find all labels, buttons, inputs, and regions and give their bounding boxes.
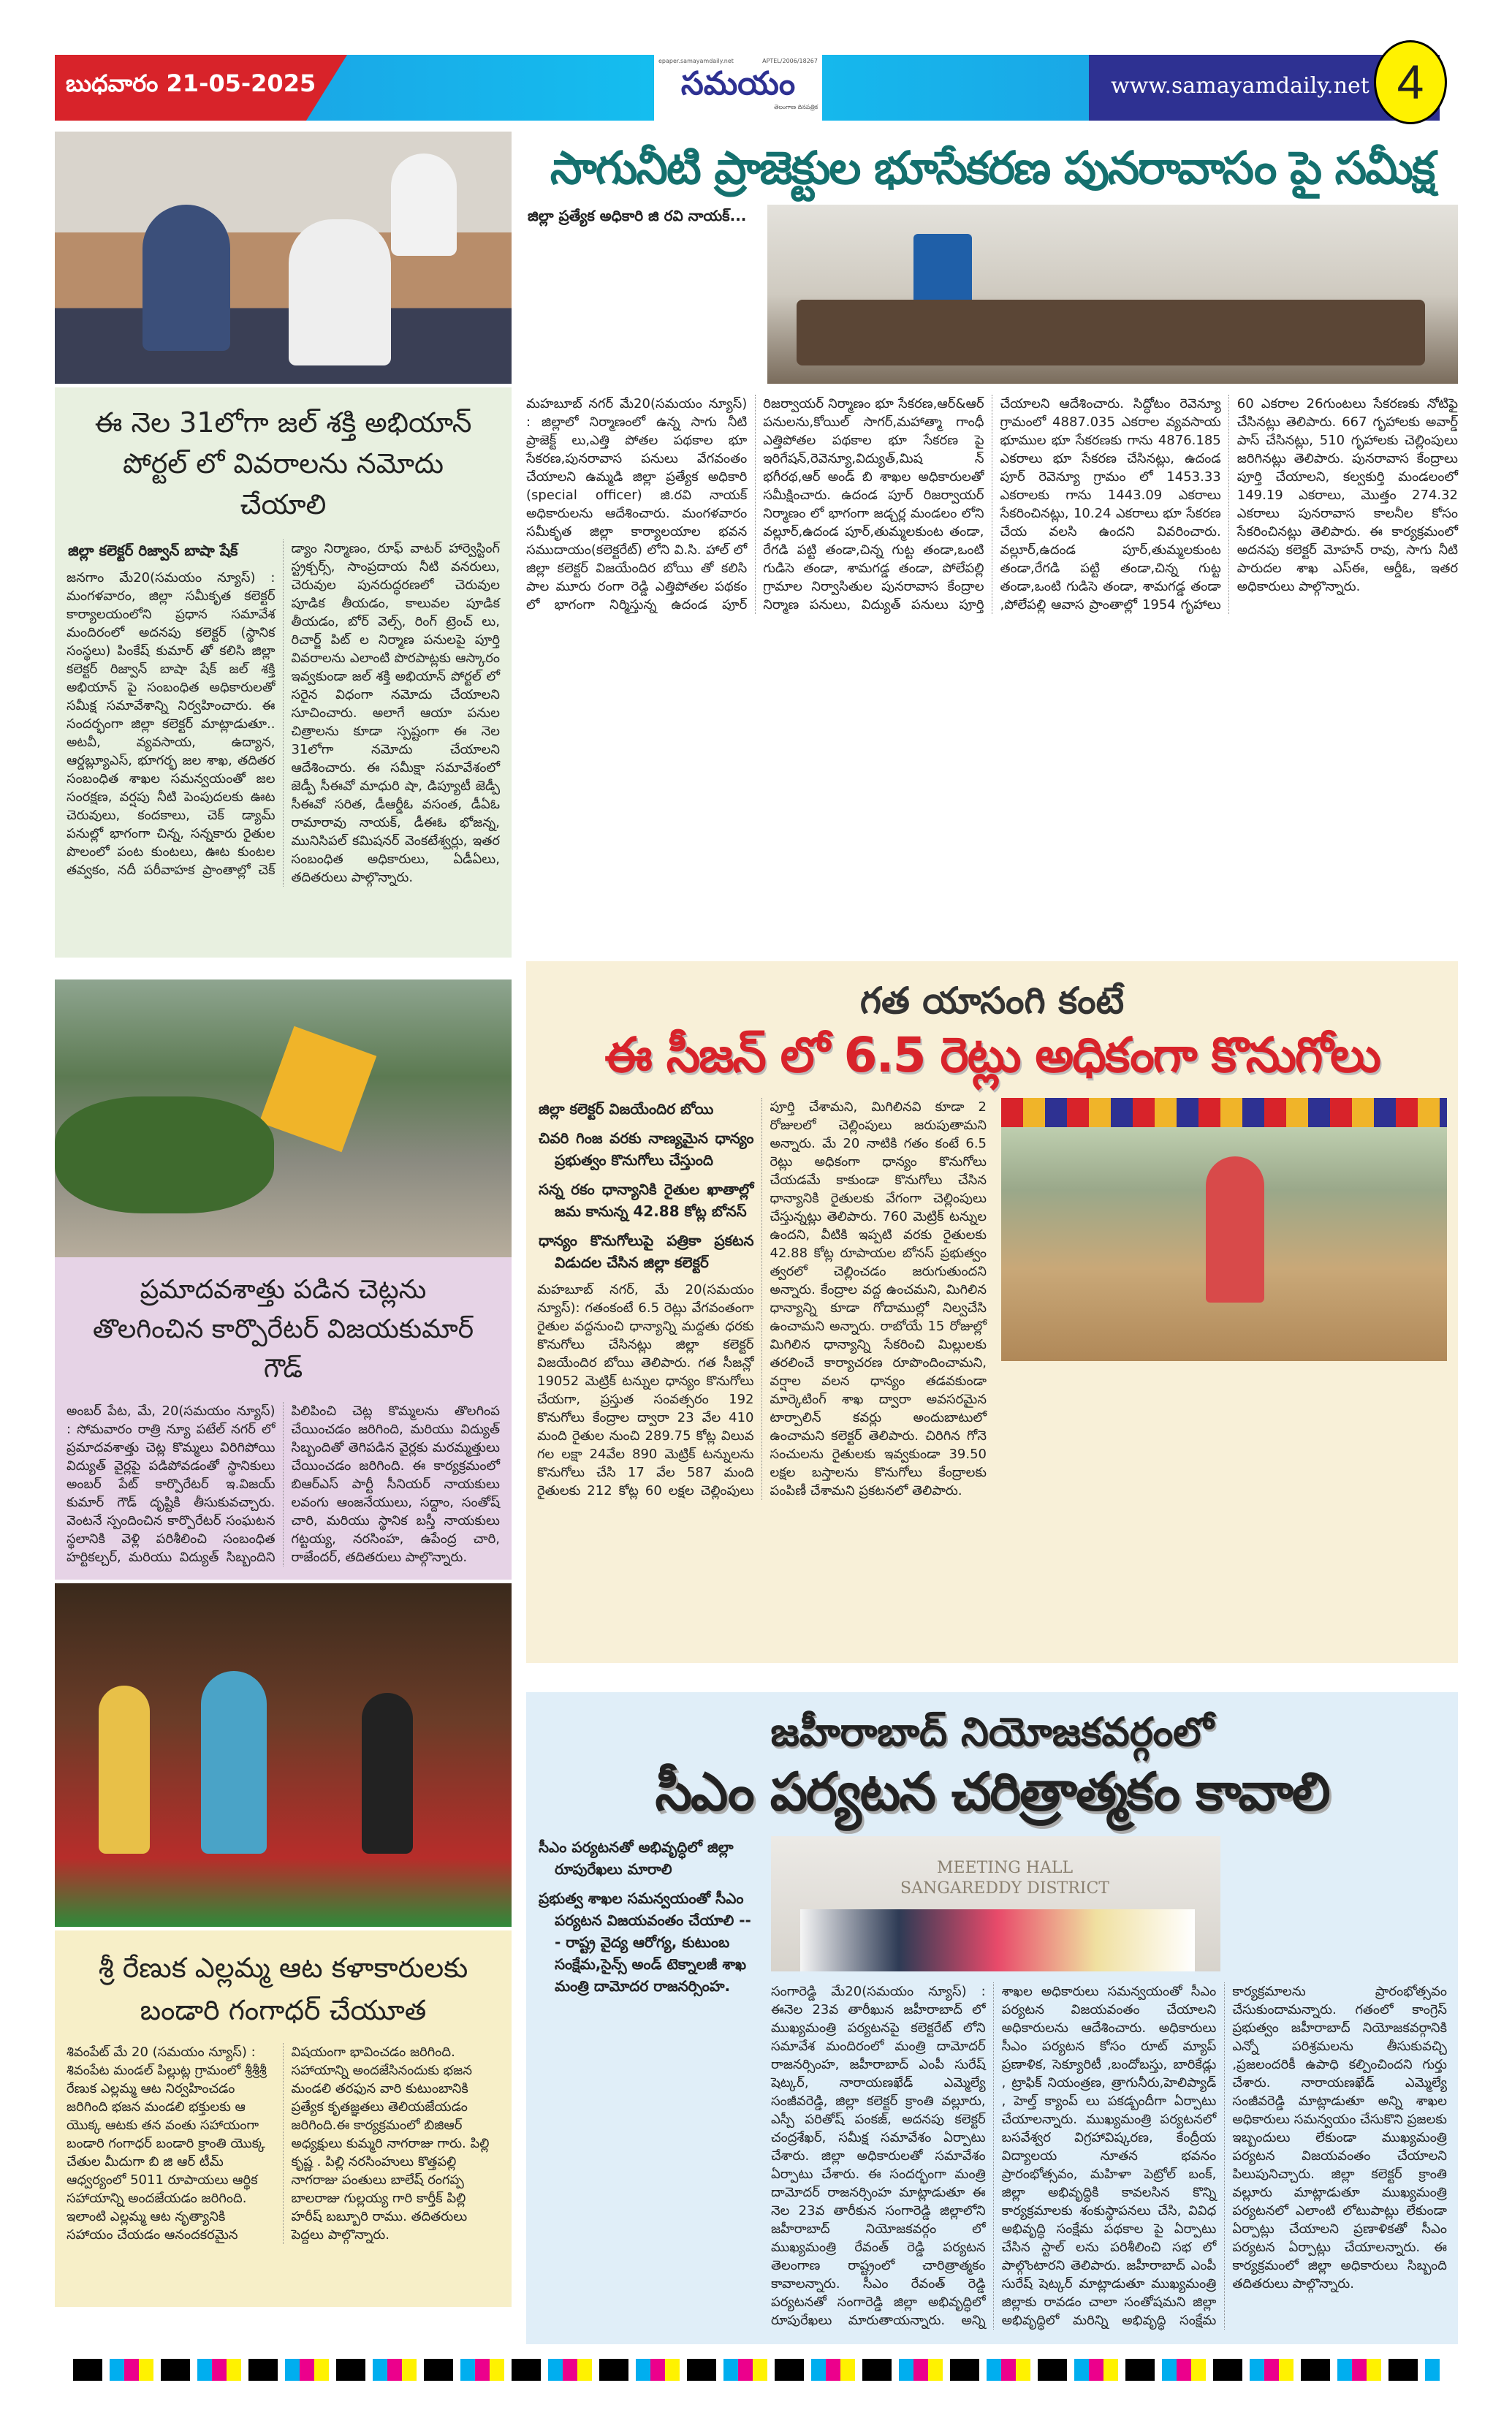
article-paddy-procurement: [526, 961, 1458, 1663]
photo-collector-meeting: [55, 132, 512, 384]
website-link[interactable]: www.samayamdaily.net: [1111, 73, 1369, 99]
article-jal-shakti: [55, 387, 512, 958]
article-body: సంగారెడ్డి మే20(సమయం న్యూస్) : ఈనెల 23వ తారీఖున జహీరాబాద్ లో ముఖ్యమంత్రి పర్యటనపై కలెక్టరేట్ లోని సమావేశ మందిరంలో మంత్రి దామోదర్ రాజనర్సింహ, జహీరాబాద్ ఎంపీ సురేష్ షెట్కర్, నారాయణఖేడ్ ఎమ్మెల్యే సంజీవరెడ్డి, జిల్లా కలెక్టర్ క్రాంతి వల్లూరు, ఎస్పీ పరితోష్ పంకజ్, అదనపు కలెక్టర్ చంద్రశేఖర్, సమీక్ష సమావేశం ఏర్పాటు చేశారు. జిల్లా అధికారులతో సమావేశం ఏర్పాటు చేశారు. ఈ సందర్భంగా మంత్రి దామోదర్ రాజనర్సింహ మాట్లాడుతూ ఈ నెల 23వ తారీకున సంగారెడ్డి జిల్లాలోని జహీరాబాద్ నియోజకవర్గం లో ముఖ్యమంత్రి రేవంత్ రెడ్డి పర్యటన తెలంగాణ రాష్ట్రంలో చారిత్రాత్మకం కావాలన్నారు. సీఎం రేవంత్ రెడ్డి పర్యటనతో సంగారెడ్డి జిల్లా అభివృద్ధిలో రూపురేఖలు మారుతాయన్నారు. అన్ని శాఖల అధికారులు సమన్వయంతో సీఎం పర్యటన విజయవంతం చేయాలని అధికారులను ఆదేశించారు. అధికారులు సీఎం పర్యటన కోసం రూట్ మ్యాప్ ప్రణాళిక, సెక్యూరిటీ ,బందోబస్తు, బారికేడ్లు , ట్రాఫిక్ నియంత్రణ, త్రాగునీరు,హెలిప్యాడ్ , హెల్త్ క్యాంప్ లు పకడ్బందీగా ఏర్పాటు చేయాలన్నారు. ముఖ్యమంత్రి పర్యటనలో బసవేశ్వర విగ్రహావిష్కరణ, కేంద్రీయ విద్యాలయ నూతన భవనం ప్రారంభోత్సవం, మహిళా పెట్రోల్ బంక్, జిల్లా అభివృద్ధికి కావలసిన కొన్ని కార్యక్రమాలకు శంకుస్థాపనలు చేసి, వివిధ అభివృద్ధి సంక్షేమ పథకాల పై ఏర్పాటు చేసిన స్టాల్ లను పరిశీలించి సభ లో పాల్గొంటారని తెలిపారు. జహీరాబాద్ ఎంపీ సురేష్ షెట్కర్ మాట్లాడుతూ ముఖ్యమంత్రి జిల్లాకు రావడం చాలా సంతోషమని జిల్లా అభివృద్ధిలో మరిన్ని అభివృద్ధి సంక్షేమ కార్యక్రమాలను ప్రారంభోత్సవం చేసుకుందామన్నారు. గతంలో కాంగ్రెస్ ప్రభుత్వం జహీరాబాద్ నియోజకవర్గానికి ఎన్నో పరిశ్రమలను తీసుకువచ్చి ,ప్రజలందరికీ ఉపాధి కల్పించిందని గుర్తు చేశారు. నారాయణఖేడ్ ఎమ్మెల్యే సంజీవరెడ్డి మాట్లాడుతూ అన్ని శాఖల అధికారులు సమన్వయం చేసుకొని ప్రజలకు ఇబ్బందులు లేకుండా ముఖ్యమంత్రి పర్యటన విజయవంతం చేయాలని పిలుపునిచ్చారు. జిల్లా కలెక్టర్ క్రాంతి వల్లూరు మాట్లాడుతూ ముఖ్యమంత్రి పర్యటనలో ఎలాంటి లోటుపాట్లు లేకుండా ఏర్పాట్లు చేయాలని ప్రణాళికతో సీఎం పర్యటన ఏర్పాట్లు చేయాలన్నారు. ఈ కార్యక్రమంలో జిల్లా అధికారులు సిబ్బంది తదితరులు పాల్గొన్నారు.: [771, 1984, 1447, 2328]
bullet: జిల్లా ప్రత్యేక అధికారి జి రవి నాయక్...: [528, 207, 747, 224]
kicker: గత యాసంగి కంటే: [859, 979, 1125, 1022]
photo-paddy-centre: [1001, 1098, 1447, 1361]
kicker: జహీరాబాద్ నియోజకవర్గంలో: [770, 1709, 1214, 1755]
headline-irrigation: సాగునీటి ప్రాజెక్టుల భూసేకరణ పునరావాసం పై సమీక్ష: [550, 141, 1435, 194]
photo-review-meeting: [767, 205, 1458, 384]
photo-fallen-trees: [55, 979, 512, 1257]
article-fallen-trees: [55, 1257, 512, 1580]
logo-epaper: epaper.samayamdaily.net: [658, 58, 734, 64]
bullet: జిల్లా కలెక్టర్ రిజ్వాన్ బాషా షేక్: [68, 542, 238, 559]
article-body: మహబూబ్ నగర్, మే 20(సమయం న్యూస్): గతంకంటే 6.5 రెట్లు వేగవంతంగా రైతుల వద్దనుంచి ధాన్యాన్ని మద్దతు ధరకు కొనుగోలు చేసినట్లు జిల్లా కలెక్టర్ విజయేందిర బోయి తెలిపారు. గత సీజన్లో 19052 మెట్రిక్ టన్నుల ధాన్యం కొనుగోలు చేయగా, ప్రస్తుత సంవత్సరం 192 కొనుగోలు కేంద్రాల ద్వారా 23 వేల 410 మంది రైతుల నుంచి 289.75 కోట్ల విలువ గల లక్షా 24వేల 890 మెట్రిక్ టన్నులను కొనుగోలు చేసి 17 వేల 587 మంది రైతులకు 212 కోట్ల 60 లక్షల చెల్లింపులు పూర్తి చేశామని, మిగిలినవి కూడా 2 రోజులలో చెల్లింపులు జరుపుతామని అన్నారు. మే 20 నాటికి గతం కంటే 6.5 రెట్లు అధికంగా ధాన్యం కొనుగోలు చేయడమే కాకుండా కొనుగోలు చేసిన ధాన్యానికి రైతులకు వేగంగా చెల్లింపులు చేస్తున్నట్లు తెలిపారు. 760 మెట్రిక్ టన్నుల ఉందని, వీటికి ఇప్పటి వరకు రైతులకు 42.88 కోట్ల రూపాయల బోనస్ ప్రభుత్వం త్వరలో చెల్లించడం జరుగుతుందని అన్నారు. కేంద్రాల వద్ద ఉంచమని, మిగిలిన ధాన్యాన్ని కూడా గోదాముల్లో నిల్వచేసి ఉంచామని అన్నారు. రాబోయే 15 రోజుల్లో మిగిలిన ధాన్యాన్ని సేకరించి మిల్లులకు తరలించే కార్యాచరణ రూపొందించామని, వర్షాల వలన ధాన్యం తడవకుండా మార్కెటింగ్ శాఖ ద్వారా అవసరమైన టార్పాలిన్ కవర్లు అందుబాటులో ఉంచామని కలెక్టర్ తెలిపారు. చిరిగిన గోనె సంచులను రైతులకు ఇవ్వకుండా 39.50 లక్షల బస్తాలను కొనుగోలు కేంద్రాలకు పంపిణీ చేశామని ప్రకటనలో తెలిపారు.: [537, 1099, 987, 1498]
logo-tagline: తెలంగాణ దినపత్రిక: [774, 104, 818, 110]
headline: ఈ నెల 31లోగా జల్ శక్తి అభియాన్ పోర్టల్ లో వివరాలను నమోదు చేయాలి: [94, 406, 472, 520]
article-cm-visit: [526, 1692, 1458, 2344]
newspaper-logo: [654, 55, 822, 121]
photo-yellamma-performance: [55, 1583, 512, 1927]
bullet: ప్రభుత్వ శాఖల సమన్వయంతో సీఎం పర్యటన విజయవంతం చేయాలి --- రాష్ట్ర వైద్య ఆరోగ్య, కుటుంబ సంక్షేమ,సైన్స్ అండ్ టెక్నాలజీ శాఖ మంత్రి దామోదర రాజనర్సింహ.: [539, 1890, 751, 1995]
headline: ఈ సీజన్ లో 6.5 రెట్లు అధికంగా కొనుగోలు: [604, 1027, 1380, 1083]
bullet: సన్న రకం ధాన్యానికి రైతుల ఖాతాల్లో జమ కానున్న 42.88 కోట్ల బోనస్: [539, 1181, 754, 1220]
masthead: [0, 0, 1512, 132]
headline: శ్రీ రేణుక ఎల్లమ్మ ఆట కళాకారులకు బండారి గంగాధర్ చేయూత: [98, 1952, 468, 2026]
logo-reg: APTEL/2006/18267: [762, 58, 818, 64]
bullet: చివరి గింజ వరకు నాణ్యమైన ధాన్యం ప్రభుత్వం కొనుగోలు చేస్తుంది: [539, 1129, 754, 1169]
logo-text: సమయం: [680, 65, 796, 102]
article-irrigation: [526, 205, 1458, 954]
headline: సీఎం పర్యటన చరిత్రాత్మకం కావాలి: [655, 1761, 1329, 1822]
bullet: సీఎం పర్యటనతో అభివృద్ధిలో జిల్లా రూపురేఖలు మారాలి: [539, 1838, 734, 1878]
article-yellamma: [55, 1930, 512, 2307]
issue-date: బుధవారం 21-05-2025: [66, 69, 316, 97]
photo-meeting-hall: [771, 1836, 1220, 1971]
page-number: 4: [1374, 40, 1447, 124]
article-body: శివంపేట్ మే 20 (సమయం న్యూస్) : శివంపేట మండల్ పిల్లుట్ల గ్రామంలో శ్రీశ్రీశ్రీ రేణుక ఎల్లమ్మ ఆట నిర్వహించడం జరిగింది భజన మండలి భక్తులకు ఆ యొక్క ఆటకు తన వంతు సహాయంగా బండారి గంగాధర్ బండారి క్రాంతి యొక్క చేతుల మీదుగా బి జి ఆర్ టీమ్ ఆధ్వర్యంలో 5011 రూపాయలు ఆర్థిక సహాయాన్ని అందజేయడం జరిగింది. ఇలాంటి ఎల్లమ్మ ఆట నృత్యానికి సహాయం చేయడం ఆనందకరమైన విషయంగా భావించడం జరిగింది. సహాయాన్ని అందజేసినందుకు భజన మండలి తరఫున వారి కుటుంబానికి ప్రత్యేక కృతజ్ఞతలు తెలియజేయడం జరిగింది.ఈ కార్యక్రమంలో బిజిఆర్ అధ్యక్షులు కుమ్మరి నాగరాజు గారు. పిల్లి కృష్ణ . పిల్లి నరసింహులు కొత్తపల్లి నాగరాజు పంతులు బాలేష్ రంగప్ప బాలరాజు గుల్లయ్య గారి కార్తీక్ పిల్లి హరీష్ బబ్బూరి రాము. తదితరులు పెద్దలు పాల్గొన్నారు.: [67, 2045, 490, 2243]
photo-sign: MEETING HALL SANGAREDDY DISTRICT: [900, 1859, 1109, 1898]
article-body: జనగాం మే20(సమయం న్యూస్) : మంగళవారం, జిల్లా సమీకృత కలెక్టర్ కార్యాలయంలోని ప్రధాన సమావేశ మందిరంలో అదనపు కలెక్టర్ (స్థానిక సంస్థలు) పింకేష్ కుమార్ తో కలిసి జిల్లా కలెక్టర్ రిజ్వాన్ బాషా షేక్ జల్ శక్తి అభియాన్ పై సంబంధిత అధికారులతో సమీక్ష సమావేశాన్ని నిర్వహించారు. ఈ సందర్భంగా జిల్లా కలెక్టర్ మాట్లాడుతూ.. అటవీ, వ్యవసాయ, ఉద్యాన, ఆర్డబ్ల్యూఎస్, భూగర్భ జల శాఖ, తదితర సంబంధిత శాఖల సమన్వయంతో జల సంరక్షణ, వర్షపు నీటి పెంపుదలకు ఊట చెరువులు, కందకాలు, చెక్ డ్యామ్ పనుల్లో భాగంగా చిన్న, సన్నకారు రైతుల పొలంలో పంట కుంటలు, ఊట కుంటల తవ్వకం, నదీ పరీవాహక ప్రాంతాల్లో చెక్ డ్యాం నిర్మాణం, రూఫ్ వాటర్ హార్వెస్టింగ్ స్ట్రక్చర్స్, సాంప్రదాయ నీటి వనరులు, చెరువుల పునరుద్ధరణలో చెరువుల పూడిక తీయడం, కాలువల పూడిక తీయడం, బోర్ వెల్స్, రింగ్ ట్రెంచ్ లు, రిచార్జ్ పిట్ ల నిర్మాణ పనులపై పూర్తి వివరాలను ఎలాంటి పొరపాట్లకు ఆస్కారం ఇవ్వకుండా జల్ శక్తి అభియాన్ పోర్టల్ లో సరైన విధంగా నమోదు చేయాలని సూచించారు. అలాగే ఆయా పనుల చిత్రాలను కూడా స్పష్టంగా ఈ నెల 31లోగా నమోదు చేయాలని ఆదేశించారు. ఈ సమీక్షా సమావేశంలో జెడ్పీ సీఈవో మాధురి షా, డిప్యూటీ జెడ్పీ సీఈవో సరిత, డీఆర్డీఓ వసంత, డీఏఓ రామారావు నాయక్, డీఈఓ భోజన్న, మునిసిపల్ కమిషనర్ వెంకటేశ్వర్లు, ఇతర సంబంధిత అధికారులు, ఏడీఏలు, తదితరులు పాల్గొన్నారు.: [67, 541, 500, 885]
article-body: మహబూబ్ నగర్ మే20(సమయం న్యూస్) : జిల్లాలో నిర్మాణంలో ఉన్న సాగు నీటి ప్రాజెక్ట్ లు,ఎత్తి పోతల పథకాల భూ సేకరణ,పునరావాస పనులు వేగవంతం చేయాలని ఉమ్మడి జిల్లా ప్రత్యేక అధికారి (special officer) జి.రవి నాయక్ అధికారులను ఆదేశించారు. మంగళవారం సమీకృత జిల్లా కార్యాలయాల భవన సముదాయం(కలెక్టరేట్) లోని వి.సి. హాల్ లో జిల్లా కలెక్టర్ విజయేందిర బోయి తో కలిసి పాల మూరు రంగా రెడ్డి ఎత్తిపోతల పథకం లో భాగంగా నిర్మిస్తున్న ఉదండ పూర్ రిజర్వాయర్ నిర్మాణం భూ సేకరణ,ఆర్&ఆర్ పనులను,కోయిల్ సాగర్,మహాత్మా గాంధీ ఎత్తిపోతల పథకాల భూ సేకరణ పై ఇరిగేషన్,రెవెన్యూ,విద్యుత్,మిష న్ భగీరథ,ఆర్ అండ్ బి శాఖల అధికారులతో సమీక్షించారు. ఉదండ పూర్ రిజర్వాయర్ నిర్మాణం లో భాగంగా జడ్చర్ల మండలం లోని వల్లూర్,ఉదండ పూర్,తుమ్మలకుంట తండా, రేగడి పట్టి తండా,చిన్న గుట్ట తండా,ఒంటి గుడిసె తండా, శామగడ్డ తండా, పోలేపల్లి గ్రామాల నిర్వాసితుల పునరావాస కేంద్రాల నిర్మాణ పనులు, విద్యుత్ పనులు పూర్తి చేయాలని ఆదేశించారు. సిద్ధోటం రెవెన్యూ గ్రామంలో 4887.035 ఎకరాల వ్యవసాయ భూముల భూ సేకరణకు గాను 4876.185 ఎకరాలు భూ సేకరణ చేసినట్లు, ఉదండ పూర్ రెవెన్యూ గ్రామం లో 1453.33 ఎకరాలకు గాను 1443.09 ఎకరాలు సేకరించినట్లు, 10.24 ఎకరాలు భూ సేకరణ చేయ వలసి ఉందని వివరించారు. వల్లూర్,ఉదండ పూర్,తుమ్మలకుంట తండా,రేగడి పట్టి తండా,చిన్న గుట్ట తండా,ఒంటి గుడిసె తండా, శామగడ్డ తండా ,పోలేపల్లి ఆవాస ప్రాంతాల్లో 1954 గృహాలు 60 ఎకరాల 26గుంటలు సేకరణకు నోటిఫై చేసినట్లు తెలిపారు. 667 గృహాలకు అవార్డ్ పాస్ చేసినట్లు, 510 గృహాలకు చెల్లింపులు జరిగినట్లు తెలిపారు. పునరావాస కేంద్రాలు పూర్తి చేయాలని, కల్వకుర్తి మండలంలో 149.19 ఎకరాలు, మొత్తం 274.32 ఎకరాలు పునరావాస కాలనీల కోసం సేకరించినట్లు తెలిపారు. ఈ కార్యక్రమంలో అదనపు కలెక్టర్ మోహన్ రావు, సాగు నీటి పారుదల శాఖ ఎస్ఈ, ఆర్డీఓ, ఇతర అధికారులు పాల్గొన్నారు.: [526, 396, 1458, 613]
headline: ప్రమాదవశాత్తు పడిన చెట్లను తొలగించిన కార్పొరేటర్ విజయకుమార్ గౌడ్: [92, 1275, 474, 1384]
print-registration-bar: [73, 2359, 1440, 2381]
article-body: అంబర్ పేట, మే, 20(సమయం న్యూస్) : సోమవారం రాత్రి న్యూ పటేల్ నగర్ లో ప్రమాదవశాత్తు చెట్ల కొమ్మలు విరిగిపోయి విద్యుత్ వైర్లపై పడిపోవడంతో స్థానికులు అంబర్ పేట్ కార్పొరేటర్ ఇ.విజయ్ కుమార్ గౌడ్ దృష్టికి తీసుకువచ్చారు. వెంటనే స్పందించిన కార్పొరేటర్ సంఘటన స్థలానికి వెళ్లి పరిశీలించి సంబంధిత హర్టికల్చర్, మరియు విద్యుత్ సిబ్బందిని పిలిపించి చెట్ల కొమ్మలను తొలగింప చేయించడం జరిగింది, మరియు విద్యుత్ సిబ్బందితో తెగిపడిన వైర్లకు మరమ్మత్తులు చేయించడం జరిగింది. ఈ కార్యక్రమంలో బిఆర్ఎస్ పార్టీ సీనియర్ నాయకులు లవంగు ఆంజనేయులు, సద్దాం, సంతోష్ చారి, మరియు స్థానిక బస్తీ నాయకులు గట్టయ్య, నరసింహ, ఉపేంద్ర చారి, రాజేందర్, తదితరులు పాల్గొన్నారు.: [67, 1403, 500, 1565]
bullet: ధాన్యం కొనుగోలుపై పత్రికా ప్రకటన విడుదల చేసిన జిల్లా కలెక్టర్: [539, 1232, 754, 1271]
bullet: జిల్లా కలెక్టర్ విజయేందిర బోయి: [539, 1100, 714, 1118]
